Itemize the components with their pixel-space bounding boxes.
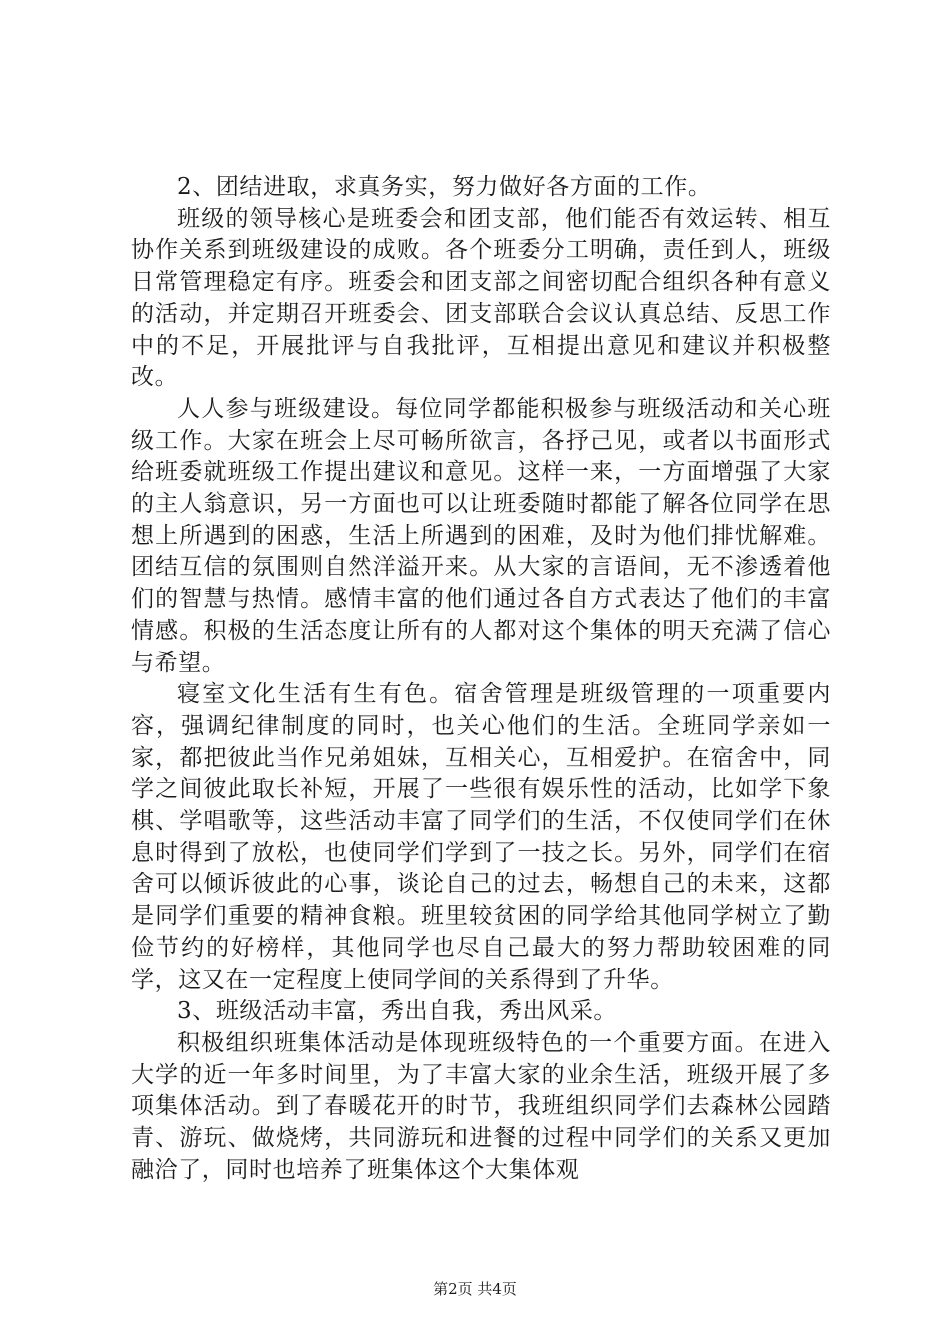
section-heading-2: 2、团结进取，求真务实，努力做好各方面的工作。 <box>177 174 712 200</box>
section-heading-3: 3、班级活动丰富，秀出自我，秀出风采。 <box>177 998 618 1025</box>
document-body <box>131 172 831 1187</box>
page-number-footer: 第2页 共4页 <box>433 1280 517 1298</box>
body-paragraph: 寝室文化生活有生有色。宿舍管理是班级管理的一项重要内容，强调纪律制度的同时，也关心他们的生活。全班同学亲如一家，都把彼此当作兄弟姐妹，互相关心，互相爱护。在宿舍中，同学之间彼此取长补短，开展了一些很有娱乐性的活动，比如学下象棋、学唱歌等，这些活动丰富了同学们的生活，不仅使同学们在休息时得到了放松，也使同学们学到了一技之长。另外，同学们在宿舍可以倾诉彼此的心事，谈论自己的过去，畅想自己的未来，这都是同学们重要的精神食粮。班里较贫困的同学给其他同学树立了勤俭节约的好榜样，其他同学也尽自己最大的努力帮助较困难的同学，这又在一定程度上使同学间的关系得到了升华。 <box>131 681 831 993</box>
body-paragraph: 人人参与班级建设。每位同学都能积极参与班级活动和关心班级工作。大家在班会上尽可畅所欲言，各抒己见，或者以书面形式给班委就班级工作提出建议和意见。这样一来，一方面增强了大家的主人翁意识，另一方面也可以让班委随时都能了解各位同学在思想上所遇到的困惑，生活上所遇到的困难，及时为他们排忧解难。团结互信的氛围则自然洋溢开来。从大家的言语间，无不渗透着他们的智慧与热情。感情丰富的他们通过各自方式表达了他们的丰富情感。积极的生活态度让所有的人都对这个集体的明天充满了信心与希望。 <box>131 395 831 676</box>
body-paragraph: 班级的领导核心是班委会和团支部，他们能否有效运转、相互协作关系到班级建设的成败。各个班委分工明确，责任到人，班级日常管理稳定有序。班委会和团支部之间密切配合组织各种有意义的活动，并定期召开班委会、团支部联合会议认真总结、反思工作中的不足，开展批评与自我批评，互相提出意见和建议并积极整改。 <box>131 205 831 391</box>
body-paragraph: 积极组织班集体活动是体现班级特色的一个重要方面。在进入大学的近一年多时间里，为了丰富大家的业余生活，班级开展了多项集体活动。到了春暖花开的时节，我班组织同学们去森林公园踏青、游玩、做烧烤，共同游玩和进餐的过程中同学们的关系又更加融洽了，同时也培养了班集体这个大集体观 <box>131 1029 831 1183</box>
